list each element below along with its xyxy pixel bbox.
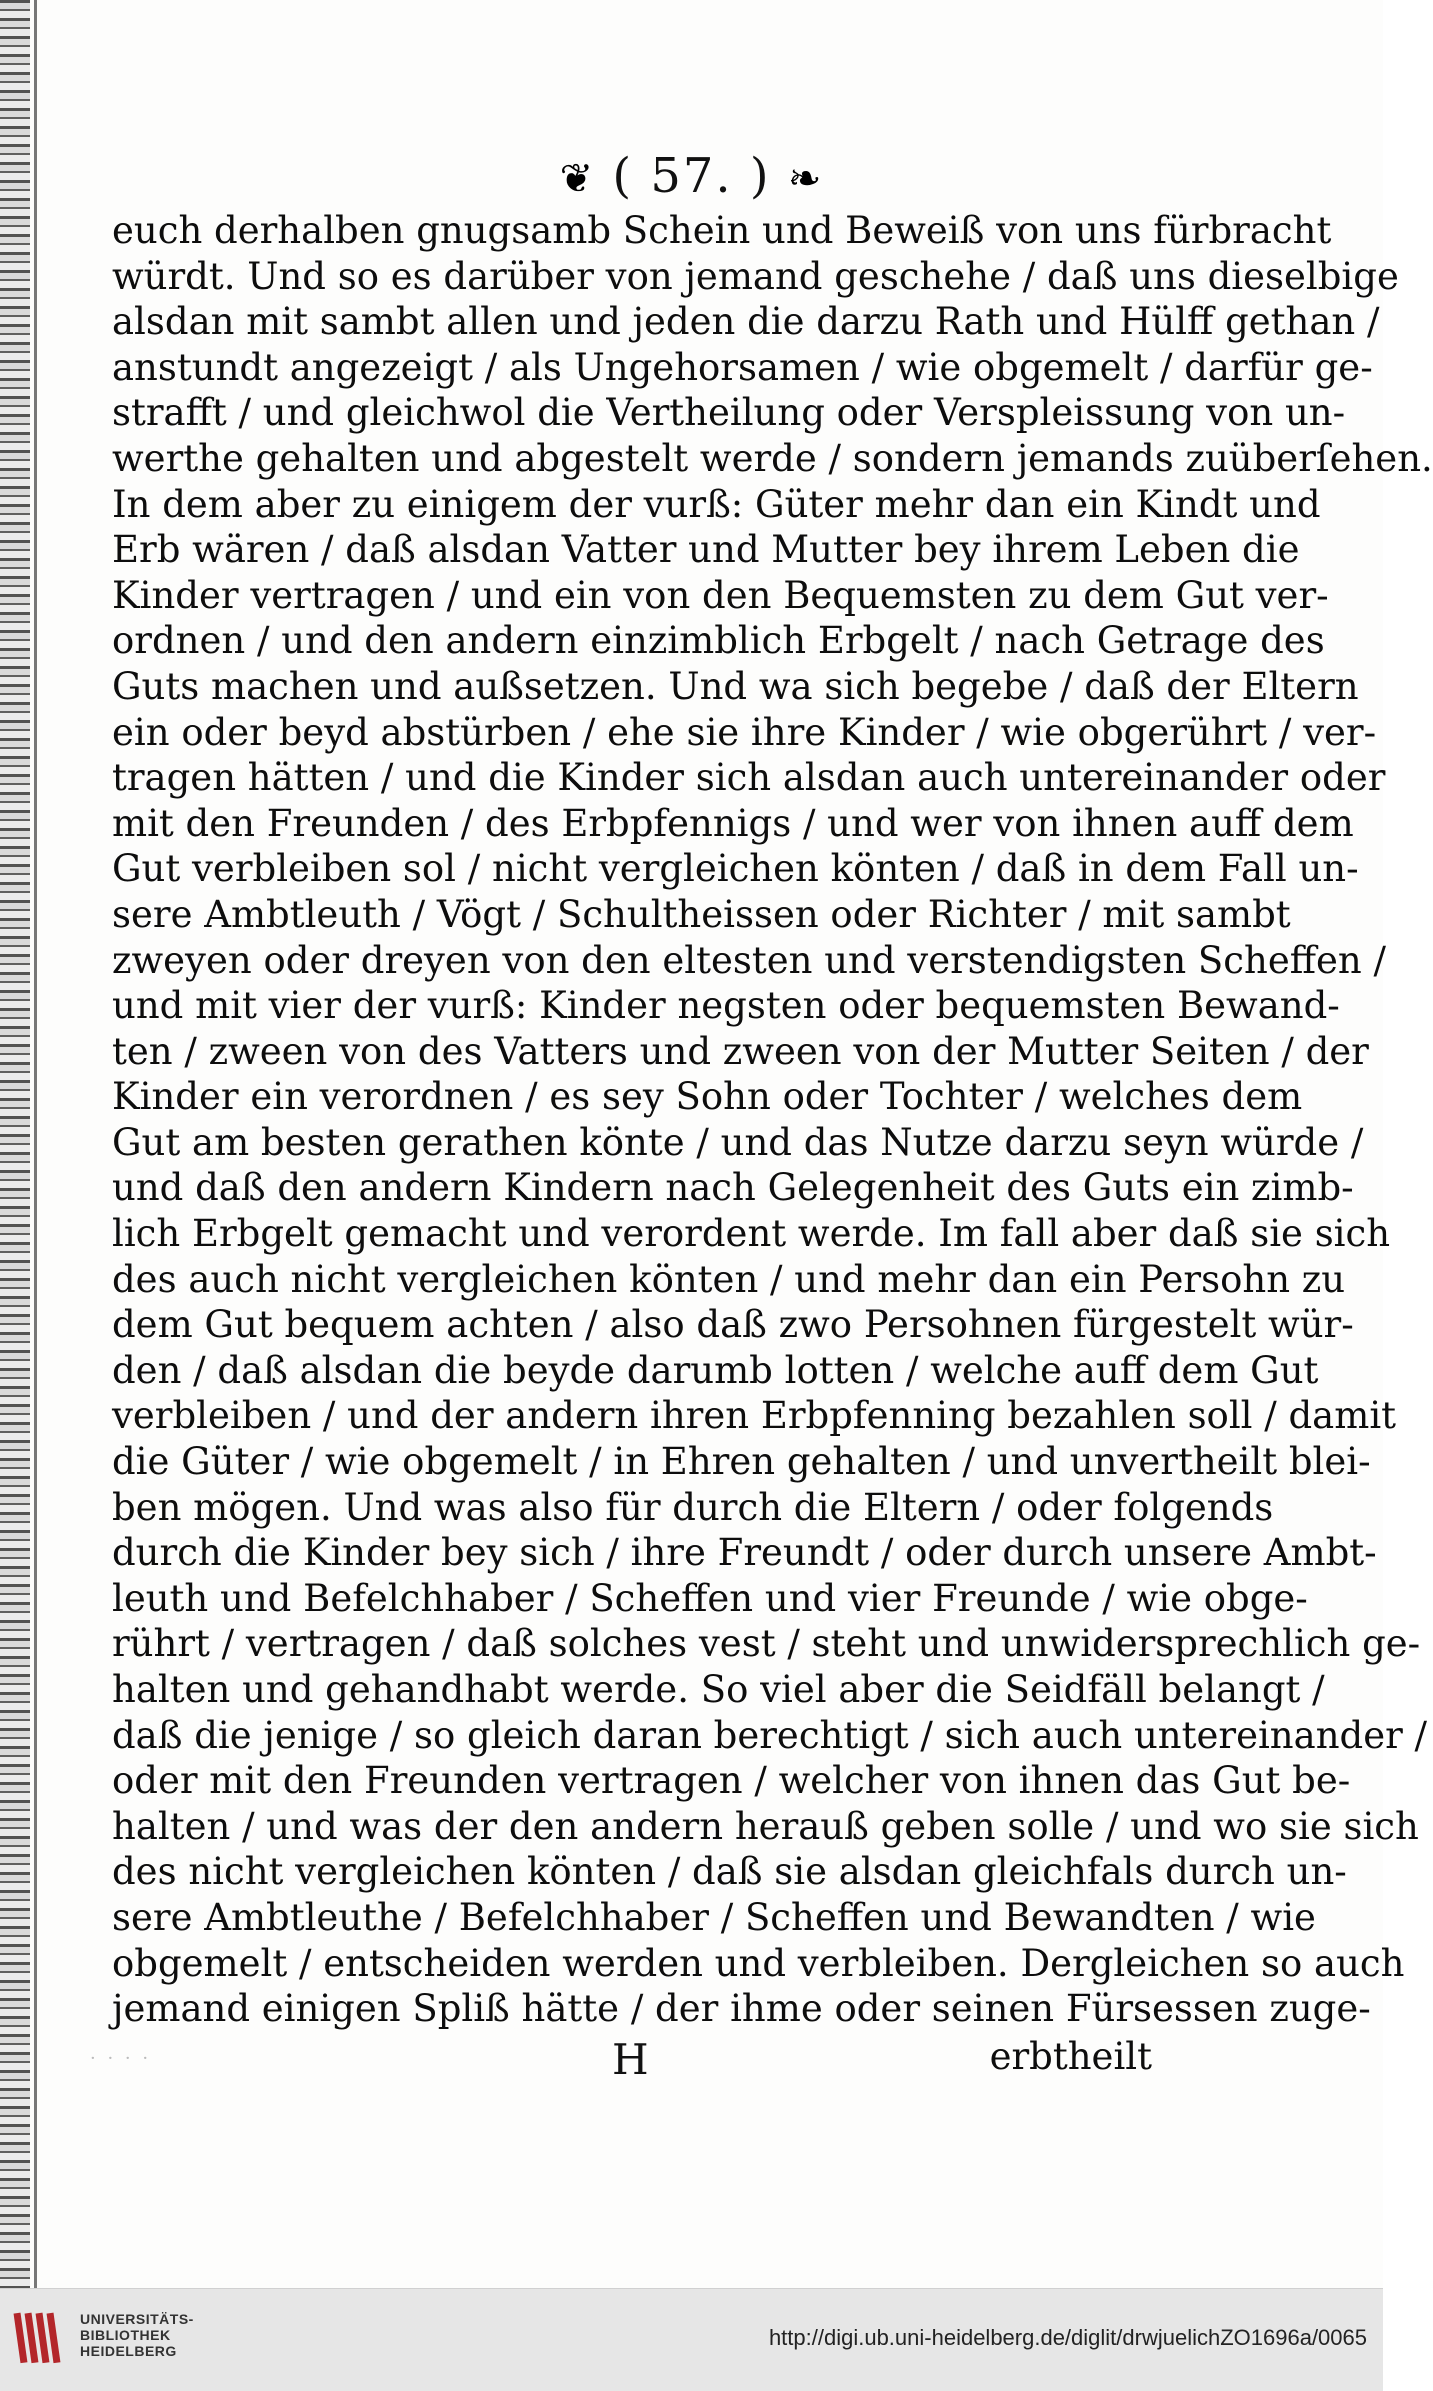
text-line: strafft / und gleichwol die Vertheilung oder Verspleissung von un- — [112, 391, 1346, 435]
text-line: leuth und Befelchhaber / Scheffen und vier Freunde / wie obge- — [112, 1576, 1308, 1620]
text-line: sere Ambtleuth / Vögt / Schultheissen oder Richter / mit sambt — [112, 892, 1291, 936]
text-line: obgemelt / entscheiden werden und verbleiben. Dergleichen so auch — [112, 1941, 1405, 1985]
page-number: ( 57. ) — [612, 148, 771, 204]
right-ornament-icon: ❧ — [787, 156, 824, 202]
text-line: lich Erbgelt gemacht und verordent werde. Im fall aber daß sie sich — [112, 1212, 1391, 1256]
margin-smudge: · · · · — [90, 2048, 152, 2069]
logo-line-2: BIBLIOTHEK — [80, 2327, 171, 2343]
text-line: Guts machen und außsetzen. Und wa sich begebe / daß der Eltern — [112, 664, 1359, 708]
library-logo-icon — [14, 2309, 72, 2367]
text-line: Gut verbleiben sol / nicht vergleichen könten / daß in dem Fall un- — [112, 847, 1359, 891]
body-text — [112, 208, 1433, 2032]
text-line: ben mögen. Und was also für durch die Eltern / oder folgends — [112, 1485, 1274, 1529]
text-line: anstundt angezeigt / als Ungehorsamen / wie obgemelt / darfür ge- — [112, 345, 1373, 389]
text-line: ein oder beyd abstürben / ehe sie ihre Kinder / wie obgerührt / ver- — [112, 710, 1377, 754]
text-line: sere Ambtleuthe / Befelchhaber / Scheffen und Bewandten / wie — [112, 1895, 1316, 1939]
text-line: und mit vier der vurß: Kinder negsten oder bequemsten Bewand- — [112, 984, 1340, 1028]
page-header — [0, 148, 1383, 204]
text-line: den / daß alsdan die beyde darumb lotten / welche auff dem Gut — [112, 1348, 1319, 1392]
text-line: und daß den andern Kindern nach Gelegenheit des Guts ein zimb- — [112, 1166, 1354, 1210]
text-line: oder mit den Freunden vertragen / welcher von ihnen das Gut be- — [112, 1759, 1351, 1803]
text-line: verbleiben / und der andern ihren Erbpfenning bezahlen soll / damit — [112, 1394, 1397, 1438]
text-line: Erb wären / daß alsdan Vatter und Mutter bey ihrem Leben die — [112, 528, 1300, 572]
text-line: daß die jenige / so gleich daran berechtigt / sich auch untereinander / — [112, 1713, 1428, 1757]
text-line: ordnen / und den andern einzimblich Erbgelt / nach Getrage des — [112, 619, 1325, 663]
library-logo-text — [80, 2311, 194, 2359]
logo-line-1: UNIVERSITÄTS- — [80, 2311, 194, 2327]
text-line: Gut am besten gerathen könte / und das Nutze darzu seyn würde / — [112, 1120, 1364, 1164]
text-line: durch die Kinder bey sich / ihre Freundt / oder durch unsere Ambt- — [112, 1531, 1377, 1575]
text-line: des nicht vergleichen könten / daß sie alsdan gleichfals durch un- — [112, 1850, 1347, 1894]
text-line: euch derhalben gnugsamb Schein und Beweiß von uns fürbracht — [112, 209, 1332, 252]
text-line: halten / und was der den andern herauß geben solle / und wo sie sich — [112, 1804, 1419, 1848]
text-line: halten und gehandhabt werde. So viel aber die Seidfäll belangt / — [112, 1668, 1325, 1711]
page-footer — [112, 2035, 1152, 2085]
text-line: zweyen oder dreyen von den eltesten und verstendigsten Scheffen / — [112, 938, 1386, 982]
library-footer-bar — [0, 2288, 1383, 2391]
binding-line — [34, 0, 37, 2288]
left-ornament-icon: ❦ — [559, 156, 596, 202]
text-line: alsdan mit sambt allen und jeden die darzu Rath und Hülff gethan / — [112, 300, 1380, 344]
text-line: In dem aber zu einigem der vurß: Güter mehr dan ein Kindt und — [112, 482, 1321, 526]
signature-mark: H — [612, 2035, 649, 2084]
text-line: Kinder ein verordnen / es sey Sohn oder Tochter / welches dem — [112, 1075, 1303, 1119]
text-line: des auch nicht vergleichen könten / und mehr dan ein Persohn zu — [112, 1257, 1346, 1301]
logo-line-3: HEIDELBERG — [80, 2343, 177, 2359]
text-line: werthe gehalten und abgestelt werde / sondern jemands zuüberſehen. — [112, 436, 1433, 480]
text-line: dem Gut bequem achten / also daß zwo Persohnen fürgestelt wür- — [112, 1303, 1354, 1347]
text-line: ten / zween von des Vatters und zween von der Mutter Seiten / der — [112, 1029, 1369, 1073]
binding-edge — [0, 0, 30, 2288]
text-line: die Güter / wie obgemelt / in Ehren gehalten / und unvertheilt blei- — [112, 1440, 1371, 1484]
catchword: erbtheilt — [989, 2035, 1152, 2078]
text-line: Kinder vertragen / und ein von den Bequemsten zu dem Gut ver- — [112, 573, 1329, 617]
text-line: tragen hätten / und die Kinder sich alsdan auch untereinander oder — [112, 756, 1386, 800]
text-line: jemand einigen Spliß hätte / der ihme oder seinen Fürsessen zuge- — [112, 1987, 1371, 2031]
source-url-link[interactable]: http://digi.ub.uni-heidelberg.de/diglit/drwjuelichZO1696a/0065 — [768, 2325, 1367, 2350]
text-line: rührt / vertragen / daß solches vest / steht und unwidersprechlich ge- — [112, 1622, 1421, 1666]
text-line: würdt. Und so es darüber von jemand geschehe / daß uns dieselbige — [112, 254, 1399, 298]
text-line: mit den Freunden / des Erbpfennigs / und wer von ihnen auff dem — [112, 801, 1354, 845]
